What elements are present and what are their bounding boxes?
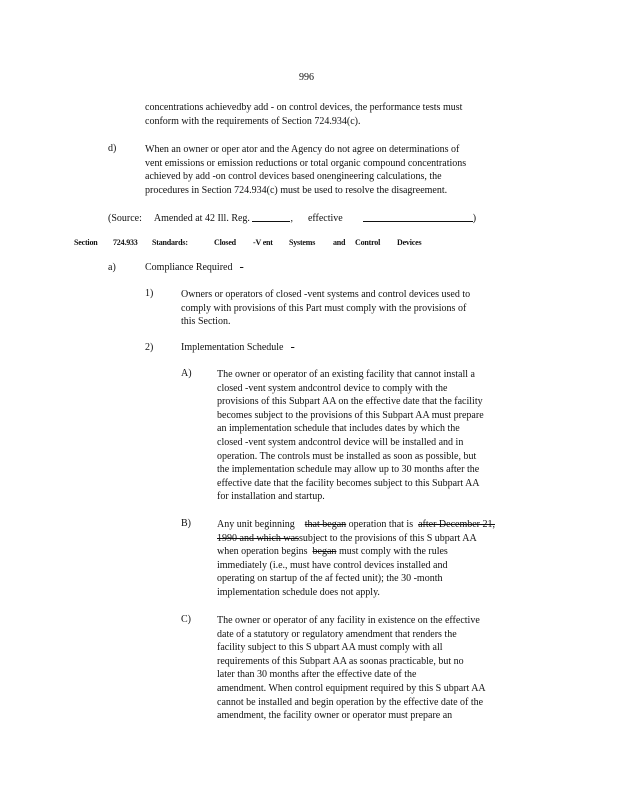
paragraph-C <box>217 614 486 723</box>
text-line: date of a statutory or regulatory amendment that renders the <box>217 628 457 640</box>
section-title-word: Standards: <box>152 238 188 247</box>
section-title-word: -V ent <box>253 238 273 247</box>
intro-paragraph <box>145 101 462 128</box>
text-line: amendment, the facility owner or operator must prepare an <box>217 710 453 722</box>
text-line <box>217 518 495 532</box>
text-line: requirements of this Subpart AA as soonas practicable, but no <box>217 655 464 667</box>
text-line: Owners or operators of closed -vent systems and control devices used to <box>181 289 471 300</box>
text-line: facility subject to this S ubpart AA must comply with all <box>217 642 443 654</box>
text-line: vent emissions or emission reductions or total organic compound concentrations <box>145 157 467 169</box>
item-label-2: 2) <box>145 342 154 353</box>
item-label-B: B) <box>181 518 191 529</box>
text-line: for installation and startup. <box>217 491 325 503</box>
source-effective: effective <box>307 213 343 224</box>
subsection-title-2 <box>181 342 294 353</box>
text-line: this Section. <box>181 316 231 328</box>
section-title-word: Control <box>355 238 381 247</box>
struck-dash: - <box>290 342 295 353</box>
struck-dash: - <box>239 262 244 273</box>
text-line: an implementation schedule that includes dates by which the <box>217 423 460 435</box>
heading-text: Implementation Schedule <box>181 342 284 353</box>
section-title-word: and <box>333 238 346 247</box>
text-line: closed -vent system andcontrol device will be installed and in <box>217 436 464 448</box>
section-label: Section <box>74 238 98 247</box>
text-line: becomes subject to the provisions of this Subpart AA must prepare <box>217 409 484 421</box>
text-span: must comply with the rules <box>338 546 448 558</box>
text-line: effective date that the facility becomes subject to this Subpart AA <box>217 477 480 489</box>
text-line: operation. The controls must be installed as soon as possible, but <box>217 450 477 462</box>
deleted-text: after December 21, <box>418 519 495 530</box>
source-note <box>108 211 476 224</box>
text-line: later than 30 months after the effective date of the <box>217 669 417 681</box>
deleted-text: that began <box>304 519 347 530</box>
source-prefix: (Source: <box>108 213 142 224</box>
deleted-text: began <box>312 546 337 558</box>
text-line: When an owner or oper ator and the Agency do not agree on determinations of <box>145 144 460 155</box>
text-line: provisions of this Subpart AA on the effective date that the facility <box>217 396 483 408</box>
section-title-word: Systems <box>289 238 316 247</box>
page-number: 996 <box>299 72 314 83</box>
item-label-C: C) <box>181 614 191 625</box>
text-line: comply with provisions of this Part must comply with the provisions of <box>181 302 467 314</box>
text-line: The owner or operator of an existing facility that cannot install a <box>217 369 475 380</box>
paragraph-1 <box>181 288 470 329</box>
deleted-text: 1990 and which was <box>217 532 299 544</box>
text-line: the implementation schedule may allow up to 30 months after the <box>217 464 480 476</box>
item-label-A: A) <box>181 368 192 379</box>
text-line: closed -vent system andcontrol device to comply with the <box>217 382 448 394</box>
text-span: subject to the provisions of this S ubpart AA <box>298 532 477 544</box>
text-line: cannot be installed and begin operation by the effective date of the <box>217 696 484 708</box>
section-number: 724.933 <box>113 238 138 247</box>
item-label-d: d) <box>108 143 117 154</box>
text-line: The owner or operator of any facility in existence on the effective <box>217 615 480 626</box>
subsection-title-a <box>145 262 243 273</box>
item-label-a: a) <box>108 262 116 273</box>
text-line <box>217 532 495 546</box>
text-span: Any unit beginning <box>217 519 295 530</box>
text-line: operating on startup of the af fected unit); the 30 -month <box>217 573 443 585</box>
paragraph-A <box>217 368 484 504</box>
effective-date-blank <box>363 211 473 222</box>
text-line: concentrations achievedby add - on control devices, the performance tests must <box>145 102 463 113</box>
register-blank <box>252 211 290 222</box>
text-line: implementation schedule does not apply. <box>217 586 380 598</box>
source-amended: Amended at 42 Ill. Reg. <box>153 213 250 224</box>
text-line <box>217 545 495 559</box>
text-line: conform with the requirements of Section 724.934(c). <box>145 115 361 127</box>
paragraph-d <box>145 143 466 197</box>
paragraph-B <box>217 518 495 600</box>
text-span: operation that is <box>348 519 414 530</box>
item-label-1: 1) <box>145 288 154 299</box>
text-line: immediately (i.e., must have control devices installed and <box>217 559 448 571</box>
source-comma: , <box>290 213 293 224</box>
text-line: achieved by add -on control devices based onengineering calculations, the <box>145 171 442 183</box>
text-span: when operation begins <box>217 546 308 558</box>
section-title-word: Devices <box>397 238 422 247</box>
heading-text: Compliance Required <box>145 262 233 273</box>
text-line: procedures in Section 724.934(c) must be used to resolve the disagreement. <box>145 184 448 196</box>
section-title-word: Closed <box>214 238 236 247</box>
source-close: ) <box>472 213 477 224</box>
text-line: amendment. When control equipment required by this S ubpart AA <box>217 682 486 694</box>
